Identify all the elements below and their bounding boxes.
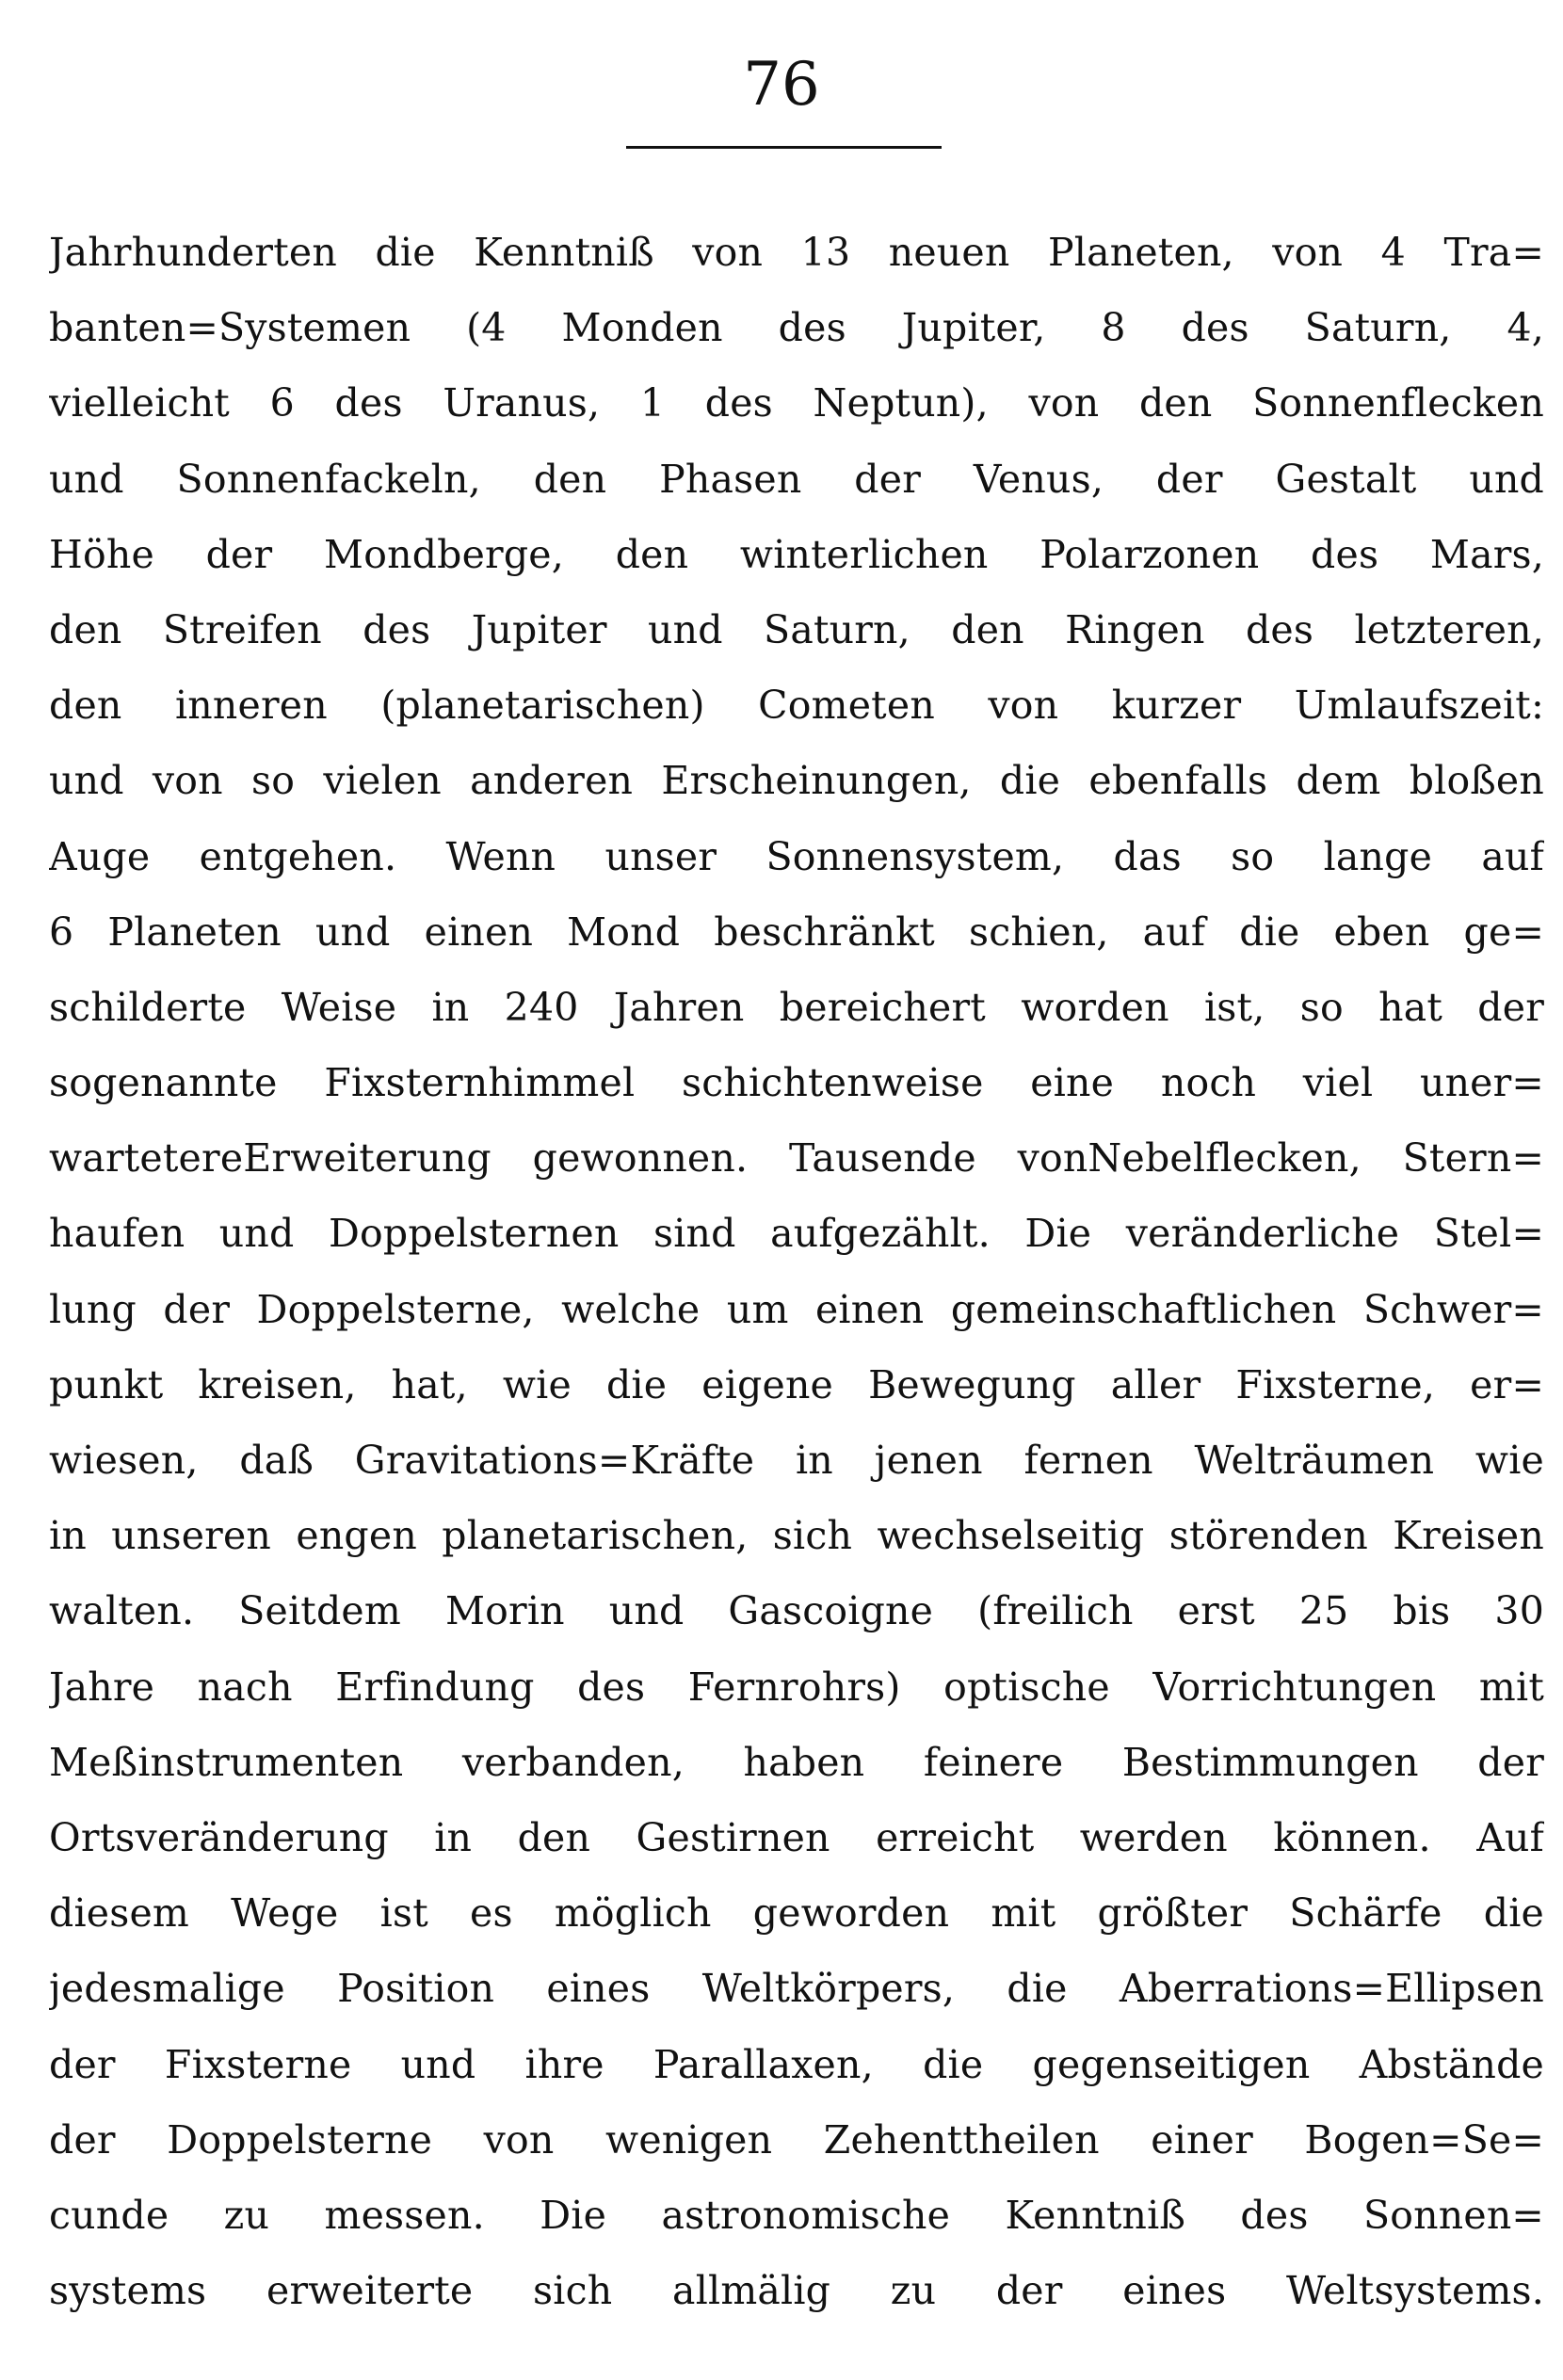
text-line: diesem Wege ist es möglich geworden mit größter Schärfe die bbox=[49, 1890, 1544, 1937]
text-line: banten=Systemen (4 Monden des Jupiter, 8 des Saturn, 4, bbox=[49, 305, 1544, 351]
text-line: 6 Planeten und einen Mond beschränkt schien, auf die eben ge= bbox=[49, 909, 1544, 955]
page-number: 76 bbox=[743, 50, 820, 120]
text-line: Auge entgehen. Wenn unser Sonnensystem, das so lange auf bbox=[49, 833, 1544, 879]
text-line: haufen und Doppelsternen sind aufgezählt. Die veränderliche Stel= bbox=[49, 1211, 1544, 1257]
text-line: Jahrhunderten die Kenntniß von 13 neuen Planeten, von 4 Tra= bbox=[49, 230, 1544, 275]
text-line: cunde zu messen. Die astronomische Kenntniß des Sonnen= bbox=[49, 2192, 1544, 2238]
body-text bbox=[49, 215, 1544, 2328]
text-line: der Doppelsterne von wenigen Zehenttheilen einer Bogen=Se= bbox=[49, 2116, 1544, 2163]
text-line: schilderte Weise in 240 Jahren bereichert worden ist, so hat der bbox=[49, 984, 1544, 1030]
text-line: lung der Doppelsterne, welche um einen gemeinschaftlichen Schwer= bbox=[49, 1286, 1544, 1332]
text-line: der Fixsterne und ihre Parallaxen, die gegenseitigen Abstände bbox=[49, 2041, 1544, 2087]
text-line: vielleicht 6 des Uranus, 1 des Neptun), von den Sonnenflecken bbox=[49, 380, 1544, 426]
text-line: walten. Seitdem Morin und Gascoigne (freilich erst 25 bis 30 bbox=[49, 1588, 1544, 1634]
text-line: und von so vielen anderen Erscheinungen, die ebenfalls dem bloßen bbox=[49, 758, 1544, 804]
text-line: systems erweiterte sich allmälig zu der eines Weltsystems. bbox=[49, 2268, 1544, 2314]
text-line: Jahre nach Erfindung des Fernrohrs) optische Vorrichtungen mit bbox=[49, 1664, 1544, 1710]
text-line: Ortsveränderung in den Gestirnen erreicht werden können. Auf bbox=[49, 1814, 1544, 1860]
text-line: den Streifen des Jupiter und Saturn, den Ringen des letzteren, bbox=[49, 606, 1544, 652]
text-line: wiesen, daß Gravitations=Kräfte in jenen fernen Welträumen wie bbox=[49, 1438, 1544, 1483]
text-line: jedesmalige Position eines Weltkörpers, die Aberrations=Ellipsen bbox=[49, 1966, 1544, 2012]
text-line: wartetereErweiterung gewonnen. Tausende vonNebelflecken, Stern= bbox=[49, 1135, 1544, 1182]
text-line: Meßinstrumenten verbanden, haben feinere Bestimmungen der bbox=[49, 1739, 1544, 1785]
text-line: sogenannte Fixsternhimmel schichtenweise eine noch viel uner= bbox=[49, 1060, 1544, 1106]
text-line: den inneren (planetarischen) Cometen von kurzer Umlaufszeit: bbox=[49, 683, 1544, 729]
text-line: Höhe der Mondberge, den winterlichen Polarzonen des Mars, bbox=[49, 531, 1544, 577]
text-line: punkt kreisen, hat, wie die eigene Bewegung aller Fixsterne, er= bbox=[49, 1361, 1544, 1407]
text-line: und Sonnenfackeln, den Phasen der Venus, der Gestalt und bbox=[49, 456, 1544, 502]
text-line: in unseren engen planetarischen, sich wechselseitig störenden Kreisen bbox=[49, 1513, 1544, 1559]
header-rule bbox=[626, 146, 942, 149]
